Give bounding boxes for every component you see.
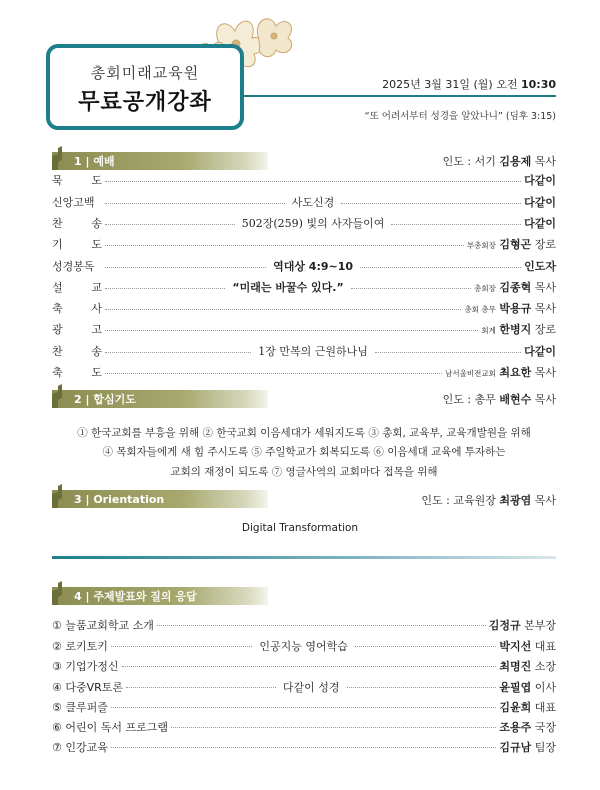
worship-item-label: 축 사 — [52, 302, 102, 315]
event-date: 2025년 3월 31일 (월) 오전 10:30 — [382, 78, 556, 91]
presenter: 김윤희 대표 — [499, 700, 556, 714]
worship-item-label: 찬 송 — [52, 345, 102, 358]
dot-leader — [126, 687, 276, 688]
worship-row — [52, 278, 556, 296]
header-rule — [244, 95, 556, 97]
worship-item-detail: 1장 만복의 근원하나님 — [258, 345, 368, 358]
presentation-title: ⑦ 인강교육 — [52, 740, 108, 754]
worship-item-person: 다같이 — [524, 196, 556, 209]
section-marker-icon — [52, 146, 68, 170]
section-1-leader: 인도 : 서기 김용제 목사 — [442, 155, 556, 168]
dot-leader — [157, 625, 486, 626]
worship-row — [52, 257, 556, 275]
orientation-topic: Digital Transformation — [241, 522, 359, 534]
presentation-title: ④ 다중VR토론 — [52, 680, 124, 694]
worship-item-label: 광 고 — [52, 323, 102, 336]
page-title: 무료공개강좌 — [78, 90, 212, 115]
dot-leader — [355, 646, 496, 647]
worship-item-person: 다같이 — [524, 345, 557, 358]
section-3-header: 3 | Orientation — [52, 488, 268, 510]
worship-row — [52, 193, 556, 211]
dot-leader — [351, 288, 471, 289]
dot-leader — [111, 646, 252, 647]
worship-item-person: 총회장 김종혁 목사 — [474, 281, 556, 294]
dot-leader — [341, 203, 521, 204]
worship-item-person: 총회 총무 박용규 목사 — [464, 302, 556, 315]
presenter: 김정규 본부장 — [488, 618, 556, 632]
worship-item-label: 설 교 — [52, 281, 102, 294]
presentation-detail: 인공지능 영어학습 — [259, 639, 348, 653]
worship-item-detail: “미래는 바꿀수 있다.” — [232, 281, 344, 294]
dot-leader — [122, 666, 497, 667]
title-box — [46, 44, 244, 130]
dot-leader — [391, 224, 521, 225]
worship-item-label: 신앙고백 — [52, 196, 95, 209]
presentation-row — [52, 697, 556, 716]
section-marker-icon — [52, 581, 68, 605]
dot-leader — [111, 707, 496, 708]
worship-row — [52, 235, 556, 253]
dot-leader — [360, 267, 521, 268]
presenter: 윤필엽 이사 — [499, 680, 557, 694]
dot-leader — [105, 373, 442, 374]
dot-leader — [105, 203, 285, 204]
presenter: 최명진 소장 — [499, 659, 556, 673]
prayer-line-1: ① 한국교회를 부흥을 위해 ② 한국교회 이음세대가 세워지도록 ③ 총회, 교육부, 교육개발원을 위해 — [77, 427, 531, 439]
dot-leader — [105, 224, 235, 225]
presentation-row — [52, 737, 556, 756]
prayer-line-3: 교회의 재정이 되도록 ⑦ 영글사역의 교회마다 접목을 위해 — [170, 466, 438, 478]
worship-row — [52, 342, 556, 360]
dot-leader — [105, 267, 266, 268]
worship-item-label: 묵 도 — [52, 174, 102, 187]
presentation-title: ⑤ 클루퍼즐 — [52, 700, 108, 714]
section-3-leader: 인도 : 교육원장 최광염 목사 — [421, 494, 556, 507]
dot-leader — [105, 352, 251, 353]
section-4-header: 4 | 주제발표와 질의 응답 — [52, 585, 268, 607]
bible-verse: “또 어려서부터 성경을 알았나니” (딤후 3:15) — [364, 111, 556, 122]
worship-row — [52, 214, 556, 232]
section-2-leader: 인도 : 총무 배현수 목사 — [442, 393, 556, 406]
worship-item-detail: 사도신경 — [291, 196, 335, 209]
presentation-title: ⑥ 어린이 독서 프로그램 — [52, 720, 168, 734]
dot-leader — [105, 330, 478, 331]
worship-item-person: 인도자 — [524, 260, 556, 273]
worship-row — [52, 363, 556, 381]
section-divider — [52, 556, 556, 559]
worship-row — [52, 320, 556, 338]
worship-item-person: 다같이 — [524, 217, 556, 230]
presentation-detail: 다같이 성경 — [282, 680, 340, 694]
worship-item-person: 남서울비전교회 최요한 목사 — [445, 366, 556, 379]
worship-item-label: 찬 송 — [52, 217, 102, 230]
section-2-header: 2 | 합심기도 — [52, 388, 268, 410]
section-marker-icon — [52, 384, 68, 408]
worship-item-person: 부총회장 김형곤 장로 — [466, 238, 556, 251]
worship-item-detail: 502장(259) 빛의 사자들이여 — [241, 217, 385, 230]
worship-item-label: 기 도 — [52, 238, 102, 251]
dot-leader — [105, 181, 521, 182]
dot-leader — [105, 288, 225, 289]
presentation-title: ③ 기업가정신 — [52, 659, 119, 673]
worship-item-detail: 역대상 4:9~10 — [273, 260, 354, 273]
dot-leader — [171, 727, 496, 728]
worship-row — [52, 299, 556, 317]
prayer-line-2: ④ 목회자들에게 새 힘 주시도록 ⑤ 주일학교가 회복되도록 ⑥ 이음세대 교육에 투자하는 — [102, 446, 506, 458]
worship-item-label: 축 도 — [52, 366, 102, 379]
dot-leader — [105, 309, 461, 310]
worship-item-person: 회계 한병지 장로 — [481, 323, 556, 336]
presentation-row — [52, 717, 556, 736]
presentation-row — [52, 677, 556, 696]
presentation-row — [52, 615, 556, 634]
presentation-title: ① 늘품교회학교 소개 — [52, 618, 154, 632]
section-marker-icon — [52, 484, 68, 508]
dot-leader — [347, 687, 497, 688]
dot-leader — [105, 245, 464, 246]
presentation-row — [52, 656, 556, 675]
presentation-title: ② 로키토키 — [52, 639, 108, 653]
dot-leader — [375, 352, 521, 353]
presenter: 박지선 대표 — [499, 639, 557, 653]
org-name: 총회미래교육원 — [90, 64, 200, 82]
presenter: 조용주 국장 — [499, 720, 556, 734]
worship-row — [52, 171, 556, 189]
section-1-header: 1 | 예배 — [52, 150, 268, 172]
presentation-row — [52, 636, 556, 655]
dot-leader — [111, 747, 496, 748]
worship-item-label: 성경봉독 — [52, 260, 95, 273]
presenter: 김규남 팀장 — [499, 740, 556, 754]
worship-item-person: 다같이 — [524, 174, 556, 187]
